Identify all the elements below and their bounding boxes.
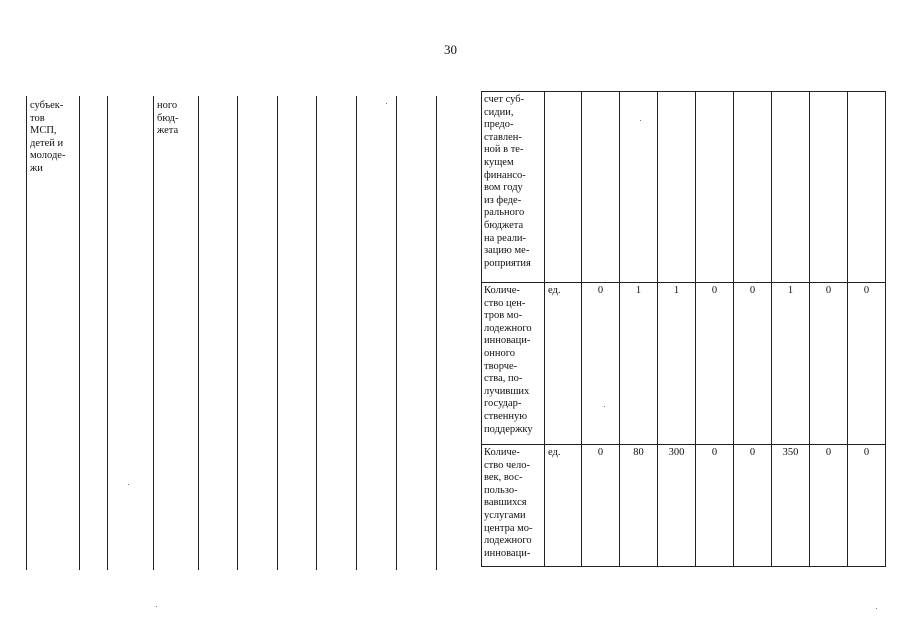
scan-speck <box>128 484 129 485</box>
cell-line: бюд- <box>157 112 179 124</box>
cell-line: инноваци- <box>484 335 531 347</box>
left-table-rule <box>79 96 80 570</box>
cell-line: лодежного <box>484 322 532 334</box>
value-cell: 1 <box>620 283 658 445</box>
cell-line: МСП, <box>30 125 57 137</box>
cell-line: сидии, <box>484 106 514 118</box>
value-cell: 80 <box>620 445 658 567</box>
left-table-rule <box>356 96 357 570</box>
cell-line: рального <box>484 207 525 219</box>
cell-line: предо- <box>484 119 514 131</box>
cell-line: ство цен- <box>484 297 526 309</box>
cell-line: бюджета <box>484 219 524 231</box>
table-row <box>482 445 886 567</box>
value-cell: 0 <box>848 445 886 567</box>
value-cell <box>582 92 620 283</box>
cell-line: центра мо- <box>484 522 533 534</box>
cell-line: вавшихся <box>484 497 527 509</box>
cell-line: жи <box>30 162 43 174</box>
cell-line: ство чело- <box>484 459 530 471</box>
cell-line: ства, по- <box>484 373 523 385</box>
page-number: 30 <box>444 42 457 57</box>
cell-line: на реали- <box>484 232 527 244</box>
cell-line: счет суб- <box>484 94 525 105</box>
value-cell: 350 <box>772 445 810 567</box>
left-table-rule <box>198 96 199 570</box>
indicator-description <box>482 283 545 445</box>
value-cell: 300 <box>658 445 696 567</box>
left-table-rule <box>396 96 397 570</box>
indicators-table <box>481 91 886 567</box>
value-cell: 0 <box>696 283 734 445</box>
cell-line: лодежного <box>484 535 532 547</box>
unit-cell: ед. <box>545 445 582 567</box>
indicator-description <box>482 92 545 283</box>
value-cell: 1 <box>658 283 696 445</box>
indicator-description <box>482 445 545 567</box>
cell-line: поддержку <box>484 423 533 435</box>
left-table-rule <box>436 96 437 570</box>
value-cell <box>772 92 810 283</box>
cell-line: онного <box>484 347 516 359</box>
table-row <box>482 92 886 283</box>
cell-line: детей и <box>30 137 64 149</box>
value-cell: 0 <box>734 445 772 567</box>
value-cell: 1 <box>772 283 810 445</box>
cell-line: субъек- <box>30 100 64 111</box>
value-cell <box>696 92 734 283</box>
cell-line: ственную <box>484 410 528 422</box>
cell-line: Количе- <box>484 285 520 296</box>
cell-line: зацию ме- <box>484 245 530 257</box>
cell-line: молоде- <box>30 150 66 162</box>
left-table-rule <box>316 96 317 570</box>
left-table-rule <box>237 96 238 570</box>
cell-line: пользо- <box>484 484 518 496</box>
value-cell <box>620 92 658 283</box>
cell-line: жета <box>157 125 179 137</box>
value-cell: 0 <box>810 445 848 567</box>
cell-line: государ- <box>484 398 522 410</box>
cell-line: из феде- <box>484 194 522 206</box>
left-table-rule <box>153 96 154 570</box>
cell-line: вом году <box>484 182 523 194</box>
scan-speck <box>876 608 877 609</box>
value-cell: 0 <box>696 445 734 567</box>
cell-line: ставлен- <box>484 131 522 143</box>
value-cell: 0 <box>582 445 620 567</box>
cell-line: тов <box>30 112 45 124</box>
left-table-rule <box>277 96 278 570</box>
left-table-rule <box>26 96 27 570</box>
cell-line: ной в те- <box>484 144 524 156</box>
scan-speck <box>386 103 387 104</box>
cell-line: творче- <box>484 360 518 372</box>
cell-line: Количе- <box>484 447 520 458</box>
unit-cell: ед. <box>545 283 582 445</box>
scan-speck <box>640 120 641 121</box>
scan-speck <box>156 606 157 607</box>
unit-cell <box>545 92 582 283</box>
scan-speck <box>604 406 605 407</box>
value-cell: 0 <box>848 283 886 445</box>
cell-line: ного <box>157 100 178 111</box>
left-cell-recipients <box>30 100 65 176</box>
cell-line: кущем <box>484 156 514 168</box>
cell-line: тров мо- <box>484 310 523 322</box>
left-cell-budget <box>157 100 179 138</box>
value-cell <box>810 92 848 283</box>
left-table-rule <box>107 96 108 570</box>
value-cell <box>658 92 696 283</box>
cell-line: роприятия <box>484 257 531 269</box>
table-row <box>482 283 886 445</box>
cell-line: инноваци- <box>484 547 531 559</box>
value-cell: 0 <box>734 283 772 445</box>
value-cell: 0 <box>810 283 848 445</box>
cell-line: финансо- <box>484 169 526 181</box>
value-cell <box>734 92 772 283</box>
cell-line: век, вос- <box>484 472 523 484</box>
cell-line: услугами <box>484 509 526 521</box>
value-cell: 0 <box>582 283 620 445</box>
value-cell <box>848 92 886 283</box>
cell-line: лучивших <box>484 385 530 397</box>
